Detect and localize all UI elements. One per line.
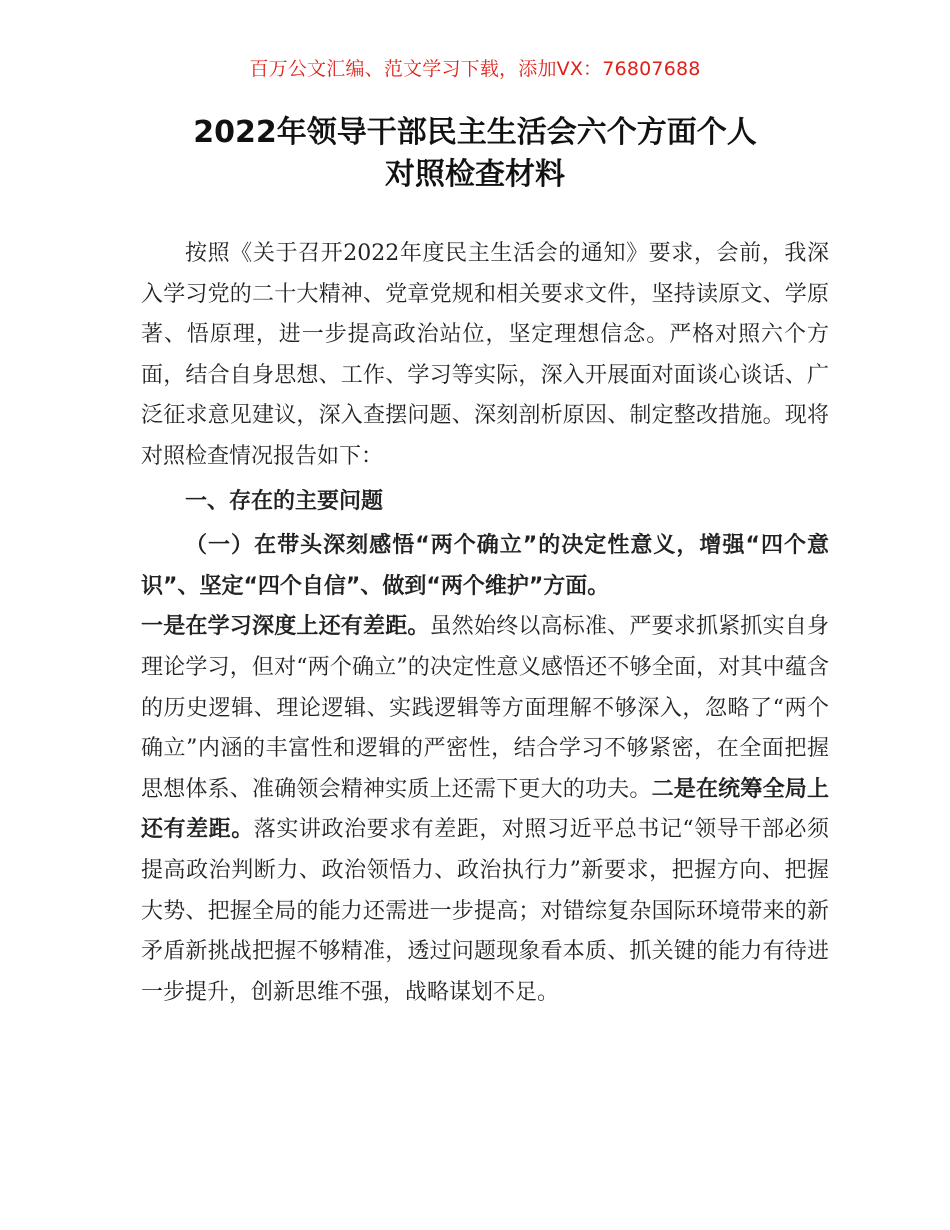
document-body	[141, 234, 829, 1013]
point-1-text: 虽然始终以高标准、严要求抓紧抓实自身理论学习，但对“两个确立”的决定性意义感悟还不够全面，对其中蕴含的历史逻辑、理论逻辑、实践逻辑等方面理解不够深入，忽略了“两个确立”内涵的丰富性和逻辑的严密性，结合学习不够紧密，在全面把握思想体系、准确领会精神实质上还需下更大的功夫。	[141, 614, 829, 802]
watermark-header: 百万公文汇编、范文学习下载，添加VX：76807688	[249, 58, 701, 80]
title-line-2: 对照检查材料	[385, 157, 565, 192]
point-2-lead: 二是在统筹全局上还有差距。	[141, 776, 829, 843]
subsection-heading: （一）在带头深刻感悟“两个确立”的决定性意义，增强“四个意识”、坚定“四个自信”、做到“两个维护”方面。	[141, 533, 829, 599]
intro-paragraph: 按照《关于召开2022年度民主生活会的通知》要求，会前，我深入学习党的二十大精神、党章党规和相关要求文件，坚持读原文、学原著、悟原理，进一步提高政治站位，坚定理想信念。严格对照六个方面，结合自身思想、工作、学习等实际，深入开展面对面谈心谈话、广泛征求意见建议，深入查摆问题、深刻剖析原因、制定整改措施。现将对照检查情况报告如下：	[141, 241, 829, 469]
point-1-lead: 一是在学习深度上还有差距。	[141, 614, 430, 640]
title-line-1: 2022年领导干部民主生活会六个方面个人	[193, 115, 757, 150]
document-title	[100, 112, 850, 196]
point-2-text: 落实讲政治要求有差距，对照习近平总书记“领导干部必须提高政治判断力、政治领悟力、政治执行力”新要求，把握方向、把握大势、把握全局的能力还需进一步提高；对错综复杂国际环境带来的新矛盾新挑战把握不够精准，透过问题现象看本质、抓关键的能力有待进一步提升，创新思维不强，战略谋划不足。	[141, 817, 829, 1005]
points-paragraph	[141, 607, 829, 1013]
section-heading: 一、存在的主要问题	[185, 488, 384, 514]
